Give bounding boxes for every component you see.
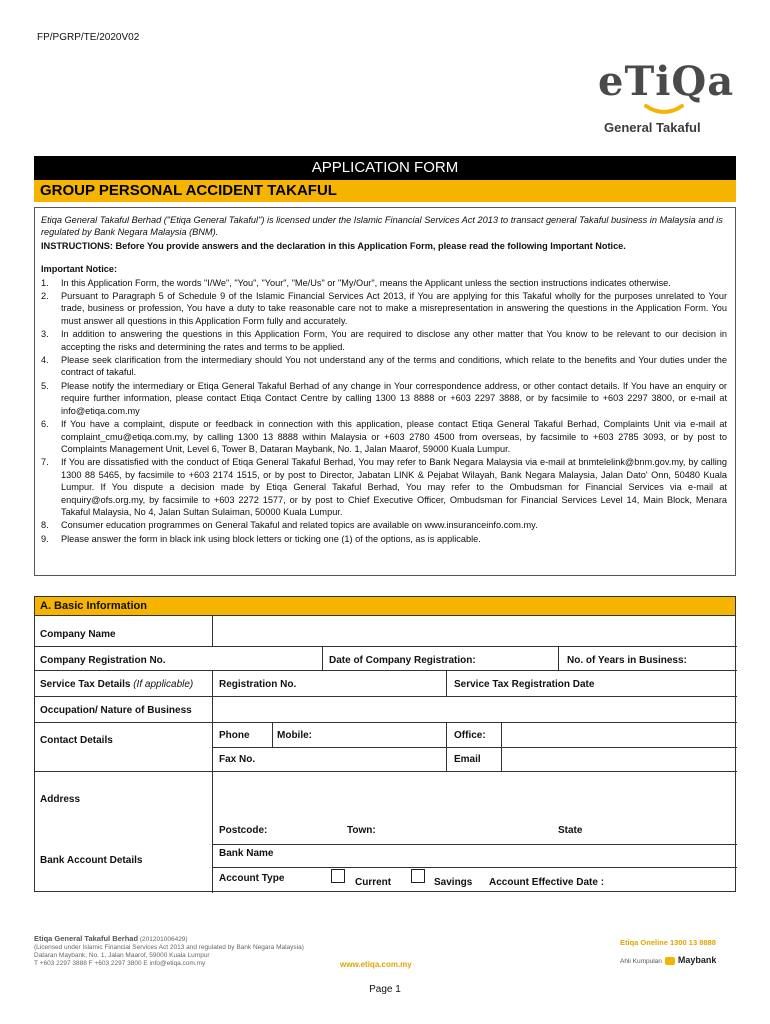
notice-instructions: INSTRUCTIONS: Before You provide answers and the declaration in this Application Form, please read the following Important Notice. <box>41 240 626 251</box>
company-registration-no-label: Company Registration No. <box>40 655 166 666</box>
form-title: APPLICATION FORM <box>34 156 736 180</box>
current-account-checkbox[interactable] <box>331 869 345 883</box>
registration-no-label: Registration No. <box>219 679 297 690</box>
mobile-label: Mobile: <box>277 730 312 741</box>
phone-label: Phone <box>219 730 250 741</box>
notice-item: 4. Please seek clarification from the intermediary should You not understand any of the terms and conditions, which relate to the benefits and Your duties under the contract of takaful. <box>41 355 727 378</box>
service-tax-details-label: Service Tax Details (If applicable) <box>40 679 194 690</box>
form-subtitle: GROUP PERSONAL ACCIDENT TAKAFUL <box>34 180 736 202</box>
footer-website-link[interactable]: www.etiqa.com.my <box>340 960 412 969</box>
notice-item: 8. Consumer education programmes on General Takaful and related topics are available on www.insuranceinfo.com.my. <box>41 520 538 531</box>
notice-list <box>41 277 727 546</box>
logo-wordmark: eTiQa <box>598 58 735 105</box>
state-label: State <box>558 825 583 836</box>
town-label: Town: <box>347 825 376 836</box>
bank-account-details-label: Bank Account Details <box>40 855 143 866</box>
notice-item: 5. Please notify the intermediary or Etiqa General Takaful Berhad of any change in Your correspondence address, or other contact details. If You have an enquiry or require further information, please contact Etiqa Contact Centre by calling 1300 13 8888 or +603 2297 3888, or by facsimile to +603 2297 3800, or e-mail at info@etiqa.com.my <box>41 380 727 416</box>
notice-item: 2. Pursuant to Paragraph 5 of Schedule 9 of the Islamic Financial Services Act 2013, if You are applying for this Takaful wholly for the purposes unrelated to Your trade, business or profession, You have a duty to take reasonable care not to make a misrepresentation in answering the questions in the Application Form. You must answer all questions in this Application Form fully and accurately. <box>41 291 727 326</box>
postcode-label: Postcode: <box>219 825 268 836</box>
current-label: Current <box>355 877 392 888</box>
footer-company-name: Etiqa General Takaful Berhad <box>34 934 139 943</box>
office-label: Office: <box>454 730 486 741</box>
page-number: Page 1 <box>369 984 401 995</box>
section-heading: A. Basic Information <box>35 597 735 616</box>
footer-company-reg: (201201006429) <box>139 936 188 943</box>
important-notice-box <box>34 207 736 576</box>
address-label: Address <box>40 794 81 805</box>
contact-details-label: Contact Details <box>40 735 113 746</box>
account-effective-date-label: Account Effective Date : <box>489 877 605 888</box>
footer-contact: T +603 2297 3888 F +603 2297 3800 E info@etiqa.com.my <box>34 960 206 967</box>
date-of-registration-label: Date of Company Registration: <box>329 655 476 666</box>
notice-item: 3. In addition to answering the questions in this Application Form, You are required to disclose any other matter that You know to be relevant to our decision in accepting the risks and determining the rates and terms to be applied. <box>41 329 727 352</box>
notice-intro: Etiqa General Takaful Berhad ("Etiqa General Takaful") is licensed under the Islamic Financial Services Act 2013 to transact general Takaful business in Malaysia and is regulated by Bank Negara Malaysia (BNM). <box>41 215 723 238</box>
footer-address: Dataran Maybank, No. 1, Jalan Maarof, 59000 Kuala Lumpur <box>34 952 210 959</box>
service-tax-reg-date-label: Service Tax Registration Date <box>454 679 595 690</box>
notice-item: 1. In this Application Form, the words "I/We", "You", "Your", "Me/Us" or "My/Our", means the Applicant unless the section instructions indicates otherwise. <box>41 277 671 288</box>
notice-item: 7. If You are dissatisfied with the conduct of Etiqa General Takaful Berhad, You may refer to Bank Negara Malaysia via e-mail at bnmtelelink@bnm.gov.my, by calling 1300 88 5465, by facsimile to +603 2174 1515, or by post to Director, Jabatan LINK & Pejabat Wilayah, Bank Negara Malaysia, Jalan Dato' Onn, 50480 Kuala Lumpur. If You dispute a decision made by Etiqa General Takaful Berhad, You may refer to the Ombudsman for Financial Services via e-mail at enquiry@ofs.org.my, by facsimile to +603 2272 1577, or by post to Chief Executive Officer, Ombudsman for Financial Services Level 14, Main Block, Menara Takaful Malaysia, No 4, Jalan Sultan Sulaiman, 50000 Kuala Lumpur. <box>41 457 727 517</box>
etiqa-logo <box>590 58 735 142</box>
account-type-label: Account Type <box>219 873 285 884</box>
notice-item: 9. Please answer the form in black ink using block letters or ticking one (1) of the options, as is applicable. <box>41 533 481 544</box>
footer-licensed: (Licensed under Islamic Financial Services Act 2013 and regulated by Bank Negara Malaysia) <box>34 944 304 951</box>
form-code: FP/PGRP/TE/2020V02 <box>37 32 140 43</box>
notice-item: 6. If You have a complaint, dispute or feedback in connection with this application, please contact Etiqa General Takaful Berhad, Complaints Unit via e-mail at complaint_cmu@etiqa.com.my, by calling 1300 13 8888 within Malaysia or +603 2780 4500 from overseas, by facsimile to +603 2785 3093, or by post to Complaints Management Unit, Level 6, Tower B, Dataran Maybank, No. 1, Jalan Maarof, 59000 Kuala Lumpur. <box>41 419 727 454</box>
savings-account-checkbox[interactable] <box>411 869 425 883</box>
bank-name-label: Bank Name <box>219 848 274 859</box>
email-label: Email <box>454 754 481 765</box>
important-notice-heading: Important Notice: <box>41 264 118 275</box>
footer-hotline: Etiqa Oneline 1300 13 8888 <box>620 938 716 947</box>
footer-group-brand <box>620 955 716 965</box>
footer-group-name: Maybank <box>677 955 717 965</box>
footer-company-info <box>34 935 364 968</box>
maybank-tiger-icon <box>665 957 675 965</box>
basic-information-section <box>34 596 736 892</box>
fax-no-label: Fax No. <box>219 754 256 765</box>
occupation-label: Occupation/ Nature of Business <box>40 705 192 716</box>
logo-subtitle: General Takaful <box>604 120 701 135</box>
logo-smile-icon <box>644 104 684 116</box>
years-in-business-label: No. of Years in Business: <box>567 655 687 666</box>
company-name-label: Company Name <box>40 629 116 640</box>
footer-group-label: Ahli Kumpulan <box>620 958 662 965</box>
savings-label: Savings <box>434 877 473 888</box>
